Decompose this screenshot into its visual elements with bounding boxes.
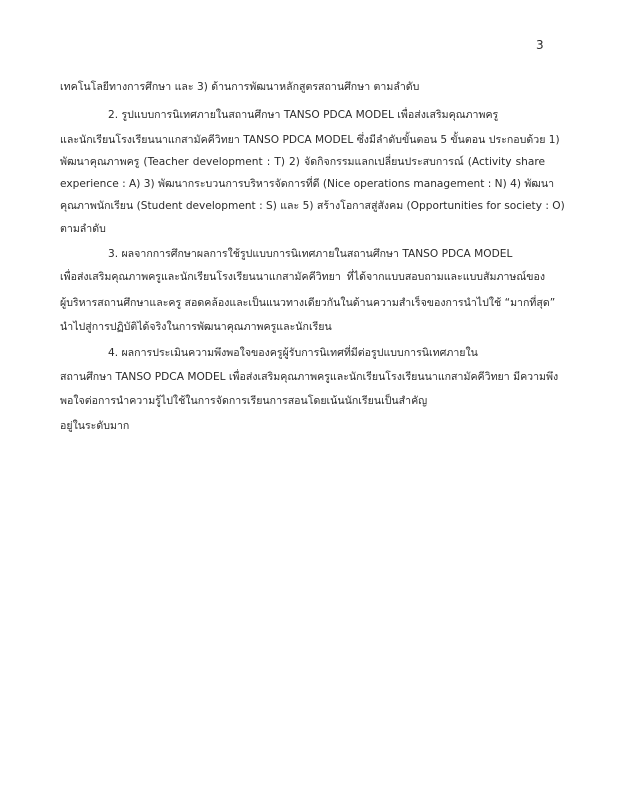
text-line: พัฒนาคุณภาพครู (Teacher development : T) 2) จัดกิจกรรมแลกเปลี่ยนประสบการณ์ (Activity share (60, 156, 545, 168)
text-line: และนักเรียนโรงเรียนนาแกสามัคคีวิทยา TANSO PDCA MODEL ซึ่งมีลำดับขั้นตอน 5 ขั้นตอน ประกอบด้วย 1) (60, 134, 560, 146)
text-line: นำไปสู่การปฏิบัติได้จริงในการพัฒนาคุณภาพครูและนักเรียน (60, 321, 332, 333)
text-line: ตามลำดับ (60, 223, 106, 235)
list-item-4-heading: 4. ผลการประเมินความพึงพอใจของครูผู้รับการนิเทศที่มีต่อรูปแบบการนิเทศภายใน (108, 347, 478, 359)
page-number: 3 (536, 38, 544, 52)
text-line: พอใจต่อการนำความรู้ไปใช้ในการจัดการเรียนการสอนโดยเน้นนักเรียนเป็นสำคัญ (60, 395, 428, 407)
list-item-3-heading: 3. ผลจากการศึกษาผลการใช้รูปแบบการนิเทศภายในสถานศึกษา TANSO PDCA MODEL (108, 248, 513, 260)
text-line: คุณภาพนักเรียน (Student development : S) และ 5) สร้างโอกาสสู่สังคม (Opportunities for society : O) (60, 200, 565, 212)
text-line: อยู่ในระดับมาก (60, 420, 130, 432)
text-line: experience : A) 3) พัฒนากระบวนการบริหารจัดการที่ดี (Nice operations management : N) 4) พัฒนา (60, 178, 555, 190)
text-line: เพื่อส่งเสริมคุณภาพครูและนักเรียนโรงเรียนนาแกสามัคคีวิทยา ที่ได้จากแบบสอบถามและแบบสัมภาษณ์ของ (60, 271, 545, 283)
list-item-2-heading: 2. รูปแบบการนิเทศภายในสถานศึกษา TANSO PDCA MODEL เพื่อส่งเสริมคุณภาพครู (108, 109, 499, 121)
text-line: เทคโนโลยีทางการศึกษา และ 3) ด้านการพัฒนาหลักสูตรสถานศึกษา ตามลำดับ (60, 81, 420, 93)
text-line: สถานศึกษา TANSO PDCA MODEL เพื่อส่งเสริมคุณภาพครูและนักเรียนโรงเรียนนาแกสามัคคีวิทยา มีความพึง (60, 371, 559, 383)
text-line: ผู้บริหารสถานศึกษาและครู สอดคล้องและเป็นแนวทางเดียวกันในด้านความสำเร็จของการนำไปใช้ “มากที่สุด” (60, 297, 556, 309)
